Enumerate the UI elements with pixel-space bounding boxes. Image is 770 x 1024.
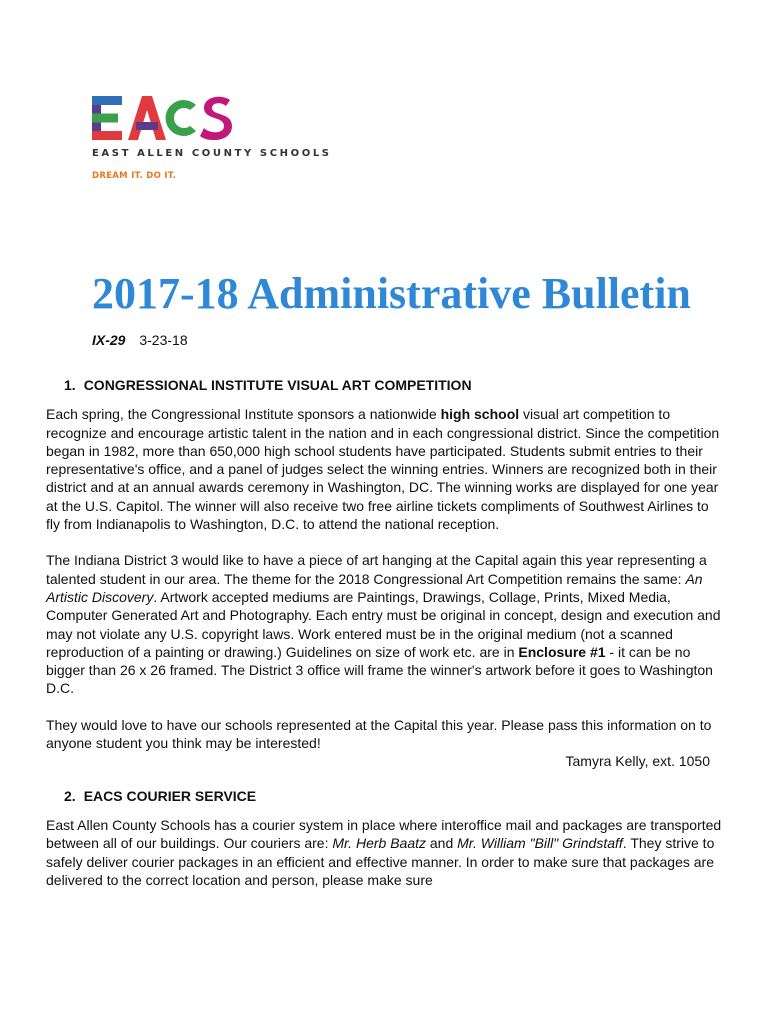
text-run: visual art competition to recognize and encourage artistic talent in the nation and in each congressional district. Since the competition began in 1982, more than 650,000 high school students have participated. Students submit entries to their representative's office, and a panel of judges select the winning entries. Winners are recognized both in their district and at an annual awards ceremony in Washington, DC. The winning works are displayed for one year at the U.S. Capitol. The winner will also receive two free airline tickets compliments of Southwest Airlines to fly from Indianapolis to Washington, D.C. to attend the national reception. bbox=[46, 406, 720, 533]
signature: Tamyra Kelly, ext. 1050 bbox=[565, 753, 710, 770]
text-run-italic: Mr. Herb Baatz bbox=[332, 835, 426, 852]
section-title: CONGRESSIONAL INSTITUTE VISUAL ART COMPETITION bbox=[83, 377, 472, 393]
section-title: EACS COURIER SERVICE bbox=[83, 787, 257, 804]
text-run: The Indiana District 3 would like to have a piece of art hanging at the Capital again this year representing a talented student in our area. The theme for the 2018 Congressional Art Competition remains the same: bbox=[46, 552, 707, 587]
paragraph bbox=[46, 816, 726, 889]
text-run: . They strive to safely deliver courier packages in an efficient and effective manner. In order to make sure that packages are delivered to the correct location and person, please make sure bbox=[46, 835, 715, 888]
logo-letters bbox=[92, 96, 312, 140]
bulletin-content bbox=[46, 376, 726, 907]
text-run: East Allen County Schools has a courier system in place where interoffice mail and packages are transported between all of our buildings. Our couriers are: bbox=[46, 816, 722, 852]
text-run: - it can be no bigger than 26 x 26 framed. The District 3 office will frame the winner's artwork before it goes to Washington D.C. bbox=[46, 643, 713, 697]
paragraph: They would love to have our schools represented at the Capital this year. Please pass this information on to anyone student you think may be interested! bbox=[46, 716, 712, 752]
logo-tagline: DREAM IT. DO IT. bbox=[92, 171, 177, 181]
text-run: Each spring, the Congressional Institute sponsors a nationwide bbox=[46, 406, 441, 423]
issue-number: IX-29 bbox=[92, 332, 126, 348]
section-heading bbox=[64, 787, 726, 805]
text-run: and bbox=[426, 835, 458, 852]
text-run-italic: An Artistic Discovery bbox=[46, 570, 703, 605]
section-number: 2. bbox=[64, 787, 76, 804]
eacs-logo bbox=[92, 96, 332, 186]
text-run-bold: Enclosure #1 bbox=[518, 643, 606, 660]
issue-line bbox=[92, 332, 188, 348]
text-run-bold: high school bbox=[440, 406, 520, 423]
page-title: 2017-18 Administrative Bulletin bbox=[92, 269, 691, 318]
text-run: . Artwork accepted mediums are Paintings, Drawings, Collage, Prints, Mixed Media, Computer Generated Art and Photography. Each entry must be original in concept, design and execution and may not violate any U.S. copyright laws. Work entered must be in the original medium (not a scanned reproduction of a painting or drawing.) Guidelines on size of work etc. are in bbox=[46, 588, 721, 660]
paragraph bbox=[46, 405, 726, 533]
logo-wordmark-icon bbox=[92, 96, 232, 140]
logo-subtitle: EAST ALLEN COUNTY SCHOOLS bbox=[92, 148, 332, 159]
section-number: 1. bbox=[64, 377, 76, 393]
paragraph bbox=[46, 551, 726, 697]
text-run-italic: Mr. William "Bill" Grindstaff bbox=[457, 835, 623, 852]
issue-date: 3-23-18 bbox=[139, 332, 188, 348]
section-heading bbox=[64, 376, 726, 394]
